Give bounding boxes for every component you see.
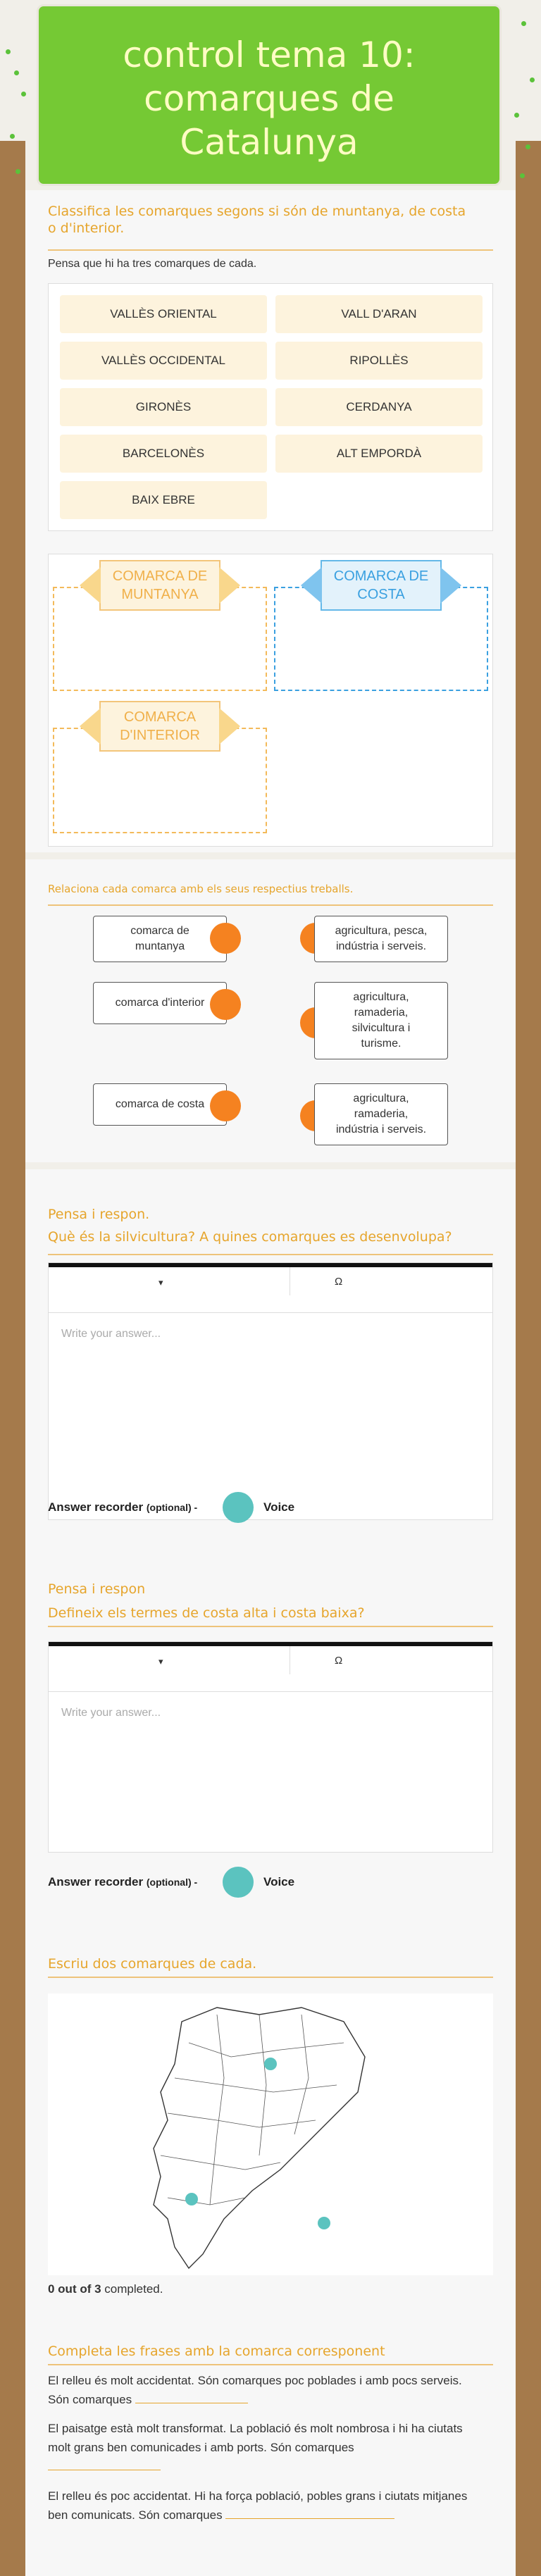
chip[interactable]: VALLÈS OCCIDENTAL — [60, 342, 267, 380]
question-title-cont: Defineix els termes de costa alta i costa baixa? — [48, 1605, 365, 1621]
sentence-3: El relleu és poc accidentat. Hi ha força població, pobles grans i ciutats mitjanes ben comunicats. Són comarques — [48, 2489, 468, 2522]
match-handle[interactable] — [210, 923, 241, 954]
chip[interactable]: VALLÈS ORIENTAL — [60, 295, 267, 333]
instruction: Pensa que hi ha tres comarques de cada. — [48, 258, 257, 270]
voice-label: Voice — [263, 1500, 295, 1514]
editor-toolbar — [49, 1267, 492, 1313]
recorder-label: Answer recorder (optional) - — [48, 1875, 198, 1889]
record-button[interactable] — [223, 1867, 254, 1898]
divider — [48, 904, 493, 906]
sentence-2: El paisatge està molt transformat. La població és molt nombrosa i hi ha ciutats molt grans ben comunicades i amb ports. Són comarques — [48, 2419, 485, 2476]
match-handle[interactable] — [210, 989, 241, 1020]
ribbon-tail — [301, 567, 322, 604]
format-dropdown[interactable]: ▾ — [158, 1277, 163, 1288]
record-button[interactable] — [223, 1492, 254, 1523]
question-title-cont: o d'interior. — [48, 220, 125, 236]
zone-label-muntanya: COMARCA DE MUNTANYA — [99, 560, 220, 611]
question-open-1 — [25, 1169, 516, 1536]
chip[interactable]: CERDANYA — [275, 388, 483, 426]
progress-text: 0 out of 3 completed. — [48, 2282, 163, 2296]
match-left-3[interactable]: comarca de costa — [93, 1083, 227, 1126]
divider — [48, 1626, 493, 1627]
answer-input[interactable]: Write your answer... — [61, 1707, 161, 1719]
answer-editor — [48, 1641, 493, 1853]
chip[interactable]: ALT EMPORDÀ — [275, 435, 483, 473]
divider — [48, 249, 493, 251]
ribbon-tail — [440, 567, 461, 604]
recorder-label: Answer recorder (optional) - — [48, 1500, 198, 1514]
question-open-2 — [25, 1536, 516, 1916]
map-hotspot — [318, 2217, 330, 2229]
sentence-1: El relleu és molt accidentat. Són comarques poc poblades i amb pocs serveis. Són comarques — [48, 2374, 462, 2406]
format-dropdown[interactable]: ▾ — [158, 1656, 163, 1667]
zone-label-interior: COMARCA D'INTERIOR — [99, 701, 220, 752]
match-right-1[interactable]: agricultura, pesca, indústria i serveis. — [314, 916, 448, 962]
drop-area — [48, 554, 493, 847]
question-classify — [25, 190, 516, 852]
divider — [48, 1254, 493, 1255]
ribbon-tail — [80, 567, 101, 604]
match-handle[interactable] — [210, 1090, 241, 1121]
map-panel — [48, 1993, 493, 2275]
chip[interactable]: VALL D'ARAN — [275, 295, 483, 333]
question-title: Relaciona cada comarca amb els seus respectius treballs. — [48, 883, 354, 895]
chip[interactable]: GIRONÈS — [60, 388, 267, 426]
ribbon-tail — [80, 708, 101, 745]
zone-label-costa: COMARCA DE COSTA — [321, 560, 442, 611]
voice-label: Voice — [263, 1875, 295, 1889]
editor-toolbar — [49, 1646, 492, 1692]
header-banner — [37, 4, 502, 186]
match-right-2[interactable]: agricultura, ramaderia, silvicultura i turisme. — [314, 982, 448, 1059]
blank-input[interactable] — [48, 2457, 161, 2470]
blank-input[interactable] — [135, 2390, 248, 2403]
blank-input[interactable] — [225, 2506, 394, 2519]
map-hotspot — [185, 2193, 198, 2205]
ribbon-tail — [219, 708, 240, 745]
answer-editor — [48, 1262, 493, 1520]
background-left — [0, 141, 25, 2576]
catalonia-map — [48, 1993, 493, 2275]
page-title: control tema 10: comarques de Catalunya — [123, 35, 416, 163]
question-map — [25, 1916, 516, 2296]
question-match — [25, 859, 516, 1162]
divider — [48, 2364, 493, 2365]
match-left-2[interactable]: comarca d'interior — [93, 982, 227, 1024]
special-chars-button[interactable]: Ω — [335, 1655, 343, 1667]
match-right-3[interactable]: agricultura, ramaderia, indústria i serveis. — [314, 1083, 448, 1145]
question-title: Completa les frases amb la comarca corresponent — [48, 2344, 385, 2359]
chip[interactable]: BARCELONÈS — [60, 435, 267, 473]
chip[interactable]: BAIX EBRE — [60, 481, 267, 519]
divider — [48, 1977, 493, 1978]
question-title: Pensa i respon — [48, 1581, 146, 1597]
chip[interactable]: RIPOLLÈS — [275, 342, 483, 380]
ribbon-tail — [219, 567, 240, 604]
chip-bank — [48, 283, 493, 531]
question-title: Classifica les comarques segons si són de muntanya, de costa — [48, 204, 466, 219]
question-title: Pensa i respon. — [48, 1207, 150, 1222]
match-left-1[interactable]: comarca de muntanya — [93, 916, 227, 962]
question-title: Escriu dos comarques de cada. — [48, 1956, 257, 1972]
question-fill — [25, 2296, 516, 2576]
question-title-cont: Què és la silvicultura? A quines comarques es desenvolupa? — [48, 1229, 452, 1245]
answer-input[interactable]: Write your answer... — [61, 1328, 161, 1340]
map-hotspot — [264, 2058, 277, 2070]
special-chars-button[interactable]: Ω — [335, 1276, 343, 1288]
background-right — [516, 141, 541, 2576]
